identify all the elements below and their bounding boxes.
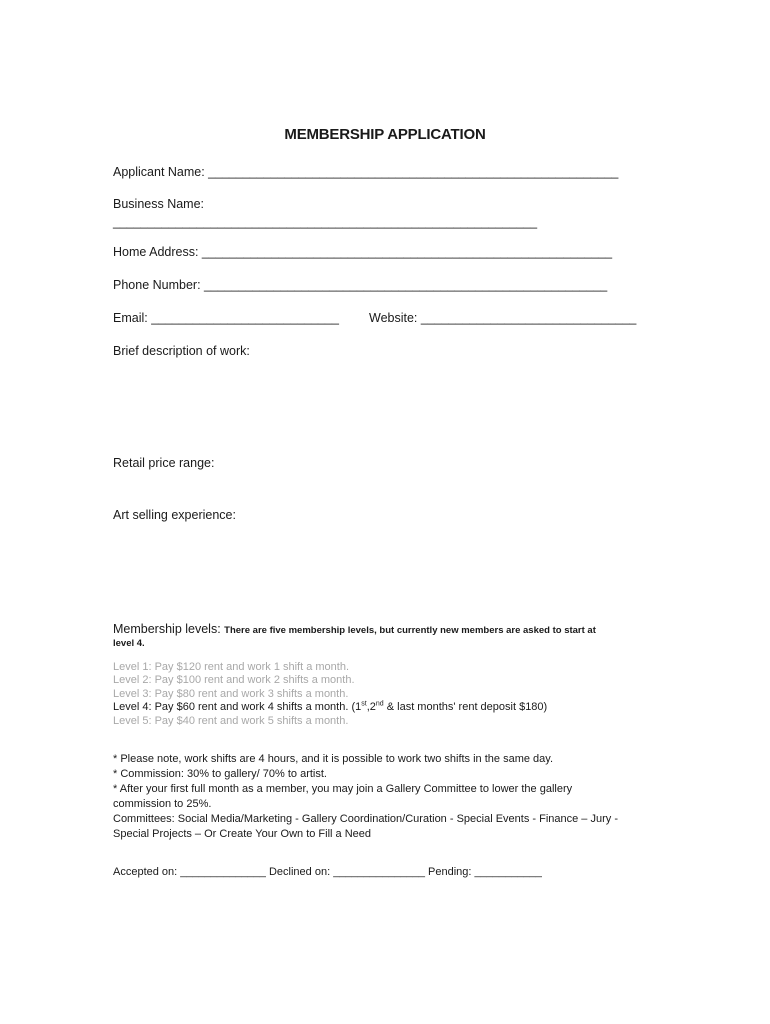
art-selling-experience-label: Art selling experience:	[113, 508, 236, 522]
accepted-field[interactable]: Accepted on: ______________	[113, 866, 266, 878]
business-name-label: Business Name:	[113, 197, 205, 211]
business-name-field[interactable]: _____________________________________________________________	[113, 215, 538, 229]
shift-note: * Please note, work shifts are 4 hours, and it is possible to work two shifts in the same day.	[113, 753, 554, 765]
level-1-text: Level 1: Pay $120 rent and work 1 shift a month.	[113, 661, 350, 673]
applicant-name-field[interactable]: Applicant Name: ___________________________________________________________	[113, 165, 619, 179]
declined-field[interactable]: Declined on: _______________	[268, 866, 425, 878]
status-row	[113, 866, 542, 878]
phone-number-field[interactable]: Phone Number: __________________________________________________________	[113, 278, 608, 292]
level-5-text: Level 5: Pay $40 rent and work 5 shifts a month.	[113, 715, 349, 727]
retail-price-range-label: Retail price range:	[113, 456, 215, 470]
membership-levels-heading	[113, 622, 596, 636]
email-field[interactable]: Email: ___________________________	[113, 311, 339, 325]
website-field[interactable]: Website: _______________________________	[369, 311, 637, 325]
pending-field[interactable]: Pending: ___________	[428, 866, 542, 878]
committees-list-continued: Special Projects – Or Create Your Own to Fill a Need	[113, 828, 372, 840]
page-title: MEMBERSHIP APPLICATION	[284, 126, 486, 143]
membership-levels-note: There are five membership levels, but currently new members are asked to start at	[224, 625, 596, 636]
level-4-text: Level 4: Pay $60 rent and work 4 shifts a month. (1st,2nd & last months' rent deposit $180)	[113, 700, 548, 713]
home-address-field[interactable]: Home Address: ___________________________________________________________	[113, 245, 613, 259]
level-3-text: Level 3: Pay $80 rent and work 3 shifts a month.	[113, 688, 349, 700]
committees-list: Committees: Social Media/Marketing - Gallery Coordination/Curation - Special Events - Finance – Jury -	[113, 813, 618, 825]
commission-note: * Commission: 30% to gallery/ 70% to artist.	[113, 768, 327, 780]
level-2-text: Level 2: Pay $100 rent and work 2 shifts a month.	[113, 674, 355, 686]
membership-levels-label: Membership levels:	[113, 622, 221, 636]
committee-note-continued: commission to 25%.	[113, 798, 212, 810]
brief-description-label: Brief description of work:	[113, 344, 250, 358]
committee-note: * After your first full month as a member, you may join a Gallery Committee to lower the gallery	[113, 783, 573, 795]
membership-levels-note-continued: level 4.	[113, 638, 145, 649]
